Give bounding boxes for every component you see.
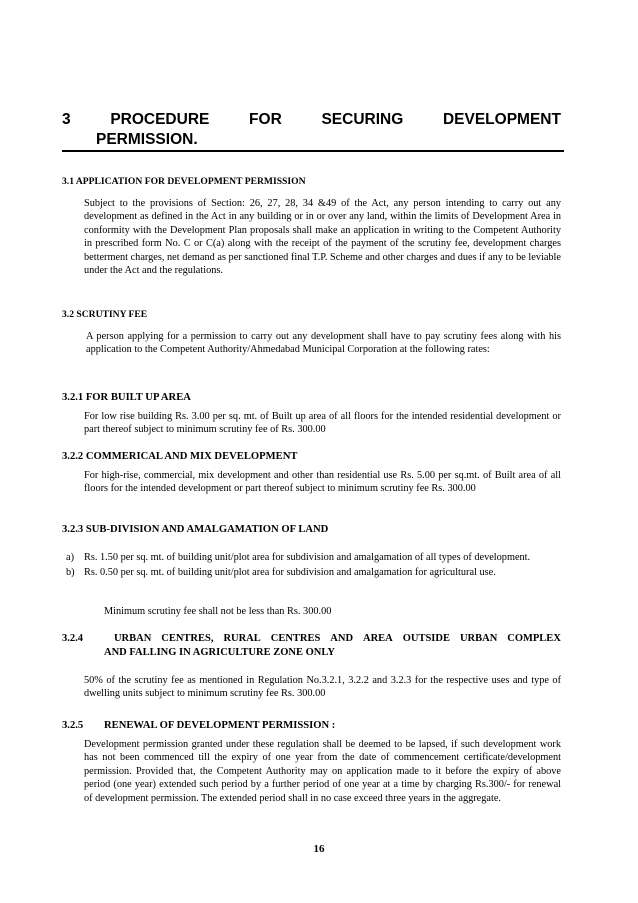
chapter-title-line2: PERMISSION.: [96, 131, 198, 148]
heading-word: CENTRES,: [161, 633, 214, 644]
heading-word: RURAL: [223, 633, 261, 644]
heading-word: COMPLEX: [507, 633, 561, 644]
chapter-number: 3: [62, 111, 71, 128]
section-body-3-2-1: For low rise building Rs. 3.00 per sq. mt. of Built up area of all floors for the intended residential development or part thereof subject to minimum scrutiny fee of Rs. 300.00: [84, 411, 561, 436]
section-number: 3.2.5: [62, 720, 84, 731]
fee-list: [66, 551, 561, 582]
list-marker: b): [66, 567, 75, 579]
title-underline: [62, 150, 564, 152]
chapter-title: [62, 110, 561, 150]
list-marker: a): [66, 552, 74, 563]
page-number: 16: [313, 843, 325, 855]
section-heading-3-2-5: [62, 720, 335, 731]
section-title: RENEWAL OF DEVELOPMENT PERMISSION :: [104, 720, 336, 731]
heading-word: CENTRES: [270, 633, 321, 644]
section-heading-3-2-3: 3.2.3 SUB-DIVISION AND AMALGAMATION OF LAND: [62, 524, 329, 535]
section-heading-3-2: 3.2 SCRUTINY FEE: [62, 309, 148, 320]
chapter-word: PROCEDURE: [110, 111, 210, 128]
list-item: [66, 551, 561, 564]
heading-word: URBAN: [459, 633, 498, 644]
section-body-3-2-5: Development permission granted under these regulation shall be deemed to be lapsed, if such development work has not been commenced till the expiry of one year from the date of commencement certificate/development permission. Provided that, the Competent Authority may on application made to it before the expiry of above period (one year) extended such period by a further period of one year at a time by charging Rs.300/- for renewal of development permission. The extended period shall in no case exceed three years in the aggregate.: [84, 739, 561, 804]
section-heading-3-2-1: 3.2.1 FOR BUILT UP AREA: [62, 392, 191, 403]
section-heading-3-2-2: 3.2.2 COMMERICAL AND MIX DEVELOPMENT: [62, 451, 298, 462]
section-body-3-2-4: 50% of the scrutiny fee as mentioned in Regulation No.3.2.1, 3.2.2 and 3.2.3 for the respective uses and type of dwelling units subject to minimum scrutiny fee Rs. 300.00: [84, 675, 561, 700]
chapter-word: DEVELOPMENT: [442, 111, 561, 128]
section-heading-3-2-4: [62, 632, 561, 660]
heading-word: OUTSIDE: [402, 633, 450, 644]
list-item-text: Rs. 0.50 per sq. mt. of building unit/plot area for subdivision and amalgamation for agricultural use.: [84, 567, 496, 579]
minimum-fee-note: Minimum scrutiny fee shall not be less than Rs. 300.00: [104, 606, 332, 617]
section-body-3-2: A person applying for a permission to carry out any development shall have to pay scrutiny fees along with his application to the Competent Authority/Ahmedabad Municipal Corporation at the following rates:: [86, 331, 561, 356]
list-item-text: Rs. 1.50 per sq. mt. of building unit/plot area for subdivision and amalgamation of all types of development.: [84, 552, 531, 563]
section-body-3-1: Subject to the provisions of Section: 26, 27, 28, 34 &49 of the Act, any person intending to carry out any development as defined in the Act in any building or in or over any land, within the limits of Development Area in conformity with the Development Plan proposals shall make an application in writing to the Competent Authority in prescribed form No. C or C(a) along with the receipt of the payment of the scrutiny fee, development charges betterment charges, net demand as per sanctioned final T.P. Scheme and other charges and dues if any to be leviable under the Act and the regulations.: [84, 198, 561, 277]
chapter-word: SECURING: [321, 111, 404, 128]
heading-word: AREA: [363, 633, 393, 644]
section-body-3-2-2: For high-rise, commercial, mix development and other than residential use Rs. 5.00 per sq.mt. of Built area of all floors for the intended development or part thereof subject to minimum scrutiny fee Rs. 300.00: [84, 470, 561, 495]
heading-word: URBAN: [113, 633, 152, 644]
section-heading-3-1: 3.1 APPLICATION FOR DEVELOPMENT PERMISSION: [62, 176, 306, 187]
list-item: [66, 566, 561, 579]
section-number: 3.2.4: [62, 633, 83, 644]
heading-line2: AND FALLING IN AGRICULTURE ZONE ONLY: [104, 647, 335, 658]
heading-word: AND: [330, 633, 354, 644]
chapter-word: FOR: [249, 111, 282, 128]
